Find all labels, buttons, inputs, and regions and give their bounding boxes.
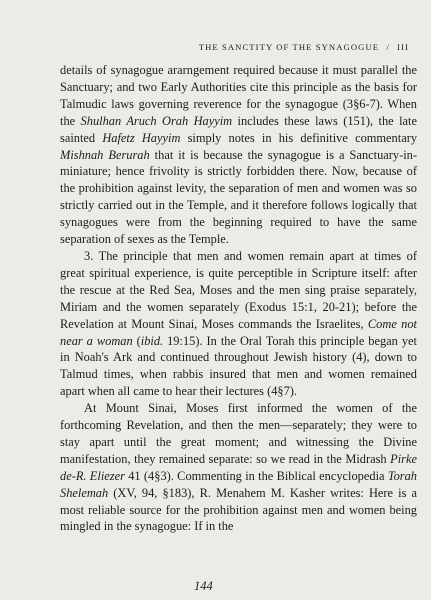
header-separator: / <box>386 42 390 52</box>
italic-text: Shulhan Aruch Orah Hayyim <box>80 113 233 128</box>
italic-text: Torah Shelemah <box>60 468 417 500</box>
page-number: 144 <box>194 579 213 593</box>
text-run: that it is because the synagogue is a Sanctuary-in-miniature; hence frivolity is strictly forbidden there. Now, because of the prohibition against levity, the separation of men and women was so strictly carried out in the Temple, and it therefore follows logically that synagogues were from the beginning required to have the same separation of sexes as the Temple. <box>60 147 417 247</box>
text-run: ( <box>132 333 141 348</box>
text-run: details of synagogue ararngement required because it must parallel the Sanctuary; and two Early Authorities cite this principle as the basis for Talmudic laws governing reverence for the synagogue (3§6-7). When the <box>60 63 417 128</box>
section-number: III <box>397 42 409 52</box>
italic-text: Come not near a woman <box>60 316 417 348</box>
body-text <box>60 62 417 535</box>
text-run: 19:15). In the Oral Torah this principle began yet in Noah's Ark and continued throughout Jewish history (4), down to Talmud times, when rabbis insured that men and women remained apart when all came to hear their lectures (4§7). <box>60 333 417 399</box>
paragraph <box>60 248 417 400</box>
running-header <box>199 42 409 52</box>
text-run: At Mount Sinai, Moses first informed the women of the forthcoming Revelation, and then the men—separately; they were to stay apart until the great moment; and witnessing the Divine manifestation, they remained separate: so we read in the Midrash <box>60 401 417 466</box>
text-run: (XV, 94, §183), R. Menahem M. Kasher writes: Here is a most reliable source for the prohibition against men and women being mingled in the synagogue: If in the <box>60 485 417 534</box>
italic-text: ibid. <box>140 333 164 348</box>
italic-text: Pirke de-R. Eliezer <box>60 451 417 483</box>
running-title: THE SANCTITY OF THE SYNAGOGUE <box>198 42 380 52</box>
text-run: simply notes in his definitive commentary <box>180 130 418 145</box>
italic-text: Hafetz Hayyim <box>102 130 181 145</box>
paragraph <box>60 400 417 535</box>
text-run: 41 (4§3). Commenting in the Biblical encyclopedia <box>124 468 388 483</box>
text-run: includes these laws (151), the late sainted <box>60 113 417 145</box>
paragraph <box>60 62 417 248</box>
italic-text: Mishnah Berurah <box>60 147 150 162</box>
text-run: 3. The principle that men and women remain apart at times of great spiritual experience, is quite perceptible in Scripture itself: after the rescue at the Red Sea, Moses and the men sing praise separately, Miriam and the women separately (Exodus 15:1, 20-21); before the Revelation at Mount Sinai, Moses commands the Israelites, <box>60 248 417 331</box>
